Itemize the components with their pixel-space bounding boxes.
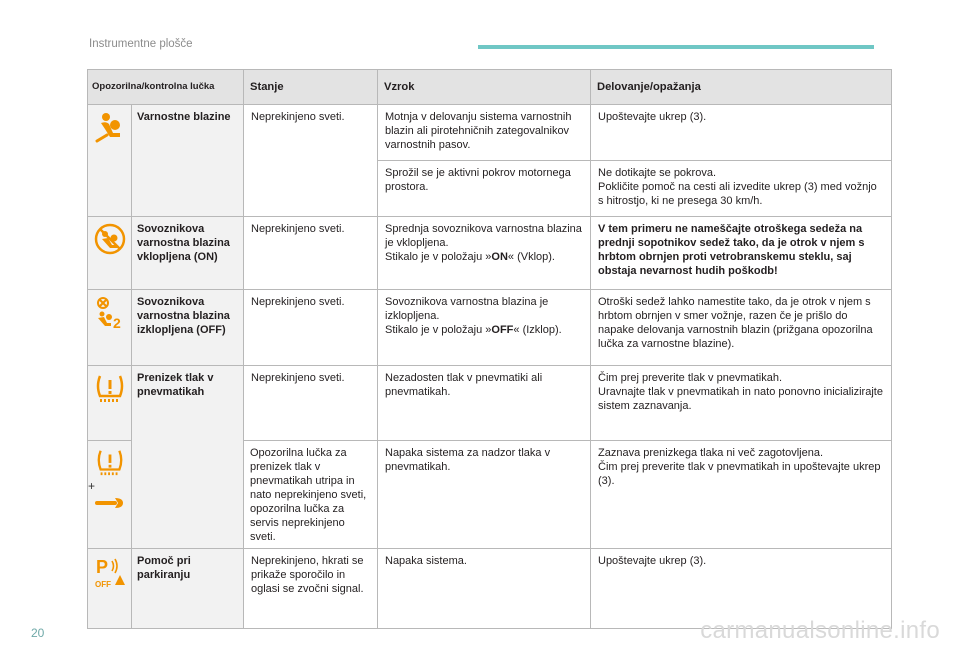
service-wrench-icon <box>88 495 131 511</box>
column-header-lamp: Opozorilna/kontrolna lučka <box>88 70 244 105</box>
table-header-row <box>88 70 892 105</box>
switch-position-keyword: ON <box>491 251 508 263</box>
tyre-pressure-icon <box>88 447 131 477</box>
lamp-icon-cell <box>88 290 132 366</box>
cause-text: Nezadosten tlak v pnevmatiki ali pnevmatikah. <box>378 366 591 441</box>
header-accent-bar <box>478 45 874 49</box>
lamp-name: Sovoznikova varnostna blazina izklopljena (OFF) <box>132 290 244 366</box>
action-line: Čim prej preverite tlak v pnevmatikah. <box>598 372 783 384</box>
lamp-icon-cell <box>88 366 132 441</box>
action-line: Zaznava prenizkega tlaka ni več zagotovljena. <box>598 447 824 459</box>
cause-line: Stikalo je v položaju » <box>385 324 492 336</box>
cause-text: Napaka sistema za nadzor tlaka v pnevmatikah. <box>378 441 591 549</box>
lamp-name: Varnostne blazine <box>132 105 244 217</box>
action-text: Otroški sedež lahko namestite tako, da je otrok v njem s hrbtom obrnjen v smer vožnje, razen če je prišlo do napake delovanja varnostnih blazin (prižgana opozorilna lučka za varnostne blazine). <box>591 290 892 366</box>
column-header-action: Delovanje/opažanja <box>591 70 892 105</box>
tyre-pressure-icon <box>88 372 131 404</box>
column-header-state: Stanje <box>244 70 378 105</box>
cause-line: Sprednja sovoznikova varnostna blazina je vklopljena. <box>385 223 582 249</box>
state-text: Opozorilna lučka za prenizek tlak v pnevmatikah utripa in nato neprekinjeno sveti, opozorilna lučka za servis neprekinjeno sveti. <box>244 441 378 549</box>
switch-position-keyword: OFF <box>491 324 514 336</box>
cause-text: Sprožil se je aktivni pokrov motornega prostora. <box>378 161 591 217</box>
plus-sign: + <box>88 479 96 493</box>
cause-line: « (Izklop). <box>513 324 562 336</box>
table-row <box>88 290 892 366</box>
state-text: Neprekinjeno sveti. <box>244 217 378 290</box>
cause-text: Motnja v delovanju sistema varnostnih blazin ali pirotehničnih zategovalnikov varnostnih pasov. <box>378 105 591 161</box>
action-line: Uravnajte tlak v pnevmatikah in nato ponovno inicializirajte sistem zaznavanja. <box>598 386 883 412</box>
airbag-icon <box>88 111 131 143</box>
warning-lamps-table <box>87 69 892 629</box>
svg-text:P: P <box>95 557 108 577</box>
watermark: carmanualsonline.info <box>700 617 940 644</box>
cause-text: Napaka sistema. <box>378 549 591 629</box>
action-text: V tem primeru ne nameščajte otroškega sedeža na prednji sopotnikov sedež tako, da je otrok v njem s hrbtom obrnjen proti vetrobranskemu steklu, saj obstaja nevarnost hudih poškodb! <box>591 217 892 290</box>
column-header-cause: Vzrok <box>378 70 591 105</box>
parking-assist-off-icon <box>88 555 131 591</box>
parking-icon-off-label: OFF <box>94 580 111 589</box>
cause-line: Stikalo je v položaju » <box>385 251 492 263</box>
action-line: Ne dotikajte se pokrova. <box>598 167 717 179</box>
lamp-icon-cell <box>88 105 132 217</box>
lamp-name: Sovoznikova varnostna blazina vklopljena (ON) <box>132 217 244 290</box>
section-title: Instrumentne plošče <box>89 38 193 50</box>
cause-line: « (Vklop). <box>507 251 555 263</box>
action-text <box>591 161 892 217</box>
lamp-name: Prenizek tlak v pnevmatikah <box>132 366 244 549</box>
lamp-icon-cell <box>88 217 132 290</box>
action-text <box>591 366 892 441</box>
lamp-icon-cell <box>88 441 132 549</box>
state-text: Neprekinjeno sveti. <box>244 290 378 366</box>
passenger-airbag-off-icon <box>88 296 131 330</box>
lamp-icon-cell <box>88 549 132 629</box>
svg-text:2: 2 <box>112 315 121 330</box>
table-row <box>88 105 892 161</box>
action-line: Pokličite pomoč na cesti ali izvedite ukrep (3) med vožnjo s hitrostjo, ki ne presega 30 km/h. <box>598 181 877 207</box>
action-text <box>591 441 892 549</box>
lamp-name: Pomoč pri parkiranju <box>132 549 244 629</box>
passenger-airbag-on-icon <box>88 223 131 255</box>
table-row <box>88 366 892 441</box>
cause-text <box>378 290 591 366</box>
action-line: Čim prej preverite tlak v pnevmatikah in upoštevajte ukrep (3). <box>598 461 881 487</box>
action-text: Upoštevajte ukrep (3). <box>591 549 892 629</box>
state-text: Neprekinjeno sveti. <box>244 366 378 441</box>
state-text: Neprekinjeno, hkrati se prikaže sporočilo in oglasi se zvočni signal. <box>244 549 378 629</box>
table-row <box>88 217 892 290</box>
cause-line: Sovoznikova varnostna blazina je izklopljena. <box>385 296 549 322</box>
action-text: Upoštevajte ukrep (3). <box>591 105 892 161</box>
page-number: 20 <box>31 626 45 640</box>
state-text: Neprekinjeno sveti. <box>244 105 378 217</box>
cause-text <box>378 217 591 290</box>
